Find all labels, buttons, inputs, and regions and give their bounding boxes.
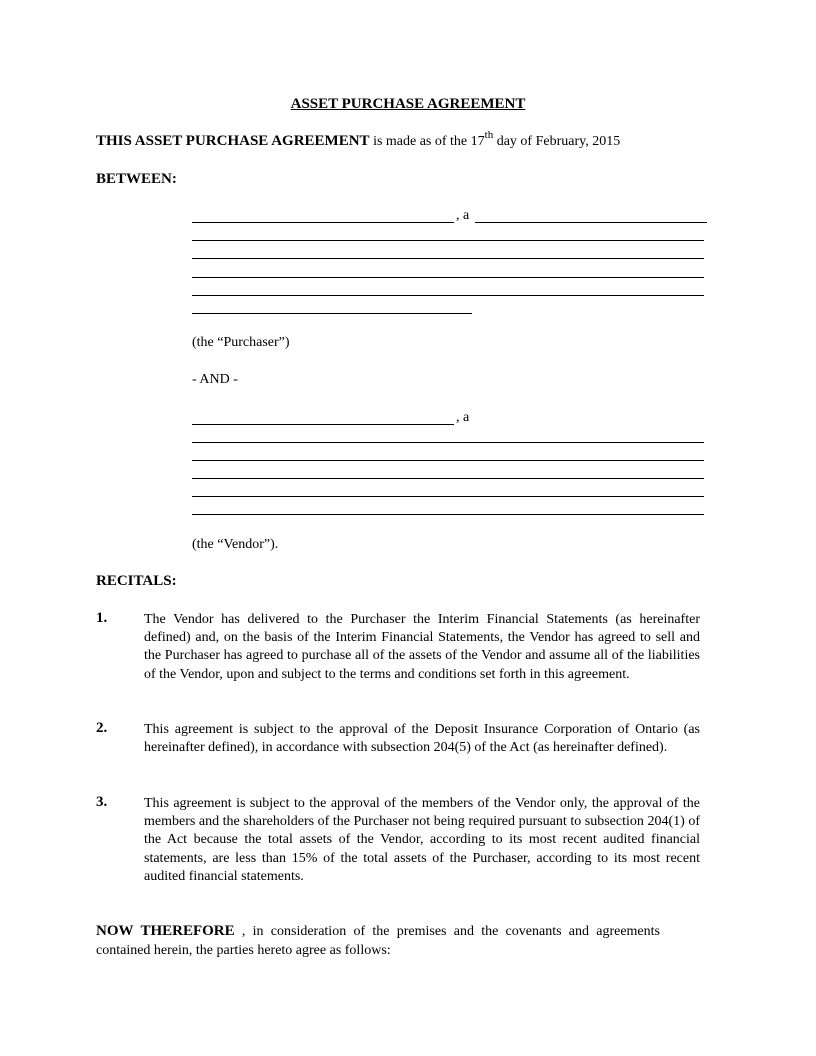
day-suffix: th <box>484 129 494 141</box>
purchaser-address-line[interactable] <box>192 258 704 259</box>
vendor-address-line[interactable] <box>192 460 704 461</box>
document-title: ASSET PURCHASE AGREEMENT <box>290 96 526 112</box>
purchaser-address-line[interactable] <box>192 295 704 296</box>
vendor-address-line[interactable] <box>192 442 704 443</box>
and-separator: - AND - <box>192 372 238 387</box>
now-therefore-paragraph <box>96 922 660 960</box>
recital-text: This agreement is subject to the approval of the members of the Vendor only, the approval of the members and the shareholders of the Purchaser not being required pursuant to subsection 204(1) of the Act because the total assets of the Vendor, according to its most recent audited financial statements, are less than 15% of the total assets of the Purchaser, according to its most recent audited financial statements. <box>144 796 700 884</box>
vendor-label: (the “Vendor”). <box>192 537 279 552</box>
purchaser-address-line[interactable] <box>192 277 704 278</box>
recital-number: 2. <box>96 720 108 736</box>
recital-number: 3. <box>96 794 108 810</box>
purchaser-address-line[interactable] <box>192 240 704 241</box>
intro-text: is made as of the 17 <box>369 134 485 149</box>
between-heading: BETWEEN: <box>96 171 177 187</box>
recital-number: 1. <box>96 610 108 626</box>
purchaser-type-blank[interactable] <box>475 222 707 223</box>
purchaser-address-line[interactable] <box>192 313 472 314</box>
vendor-address-line[interactable] <box>192 478 704 479</box>
vendor-address-line[interactable] <box>192 514 704 515</box>
vendor-separator: , a <box>456 410 470 425</box>
purchaser-name-blank[interactable] <box>192 222 454 223</box>
recital-text: This agreement is subject to the approval of the Deposit Insurance Corporation of Ontario (as hereinafter defined), in accordance with subsection 204(5) of the Act (as hereinafter defined). <box>144 722 700 756</box>
recitals-heading: RECITALS: <box>96 573 177 589</box>
intro-line <box>96 129 621 150</box>
intro-bold: THIS ASSET PURCHASE AGREEMENT <box>96 133 370 149</box>
vendor-address-line[interactable] <box>192 496 704 497</box>
purchaser-label: (the “Purchaser”) <box>192 335 290 350</box>
purchaser-separator: , a <box>456 208 470 223</box>
vendor-name-blank[interactable] <box>192 424 454 425</box>
now-therefore-text: , in consideration of the premises and the covenants and agreements contained herein, the parties hereto agree as follows: <box>96 924 660 958</box>
now-therefore-bold: NOW THEREFORE <box>96 923 235 939</box>
recital-text: The Vendor has delivered to the Purchaser the Interim Financial Statements (as hereinafter defined) and, on the basis of the Interim Financial Statements, the Vendor has agreed to sell and the Purchaser has agreed to purchase all of the assets of the Vendor and assume all of the liabilities of the Vendor, upon and subject to the terms and conditions set forth in this agreement. <box>144 612 700 682</box>
intro-date: day of February, 2015 <box>493 134 621 149</box>
